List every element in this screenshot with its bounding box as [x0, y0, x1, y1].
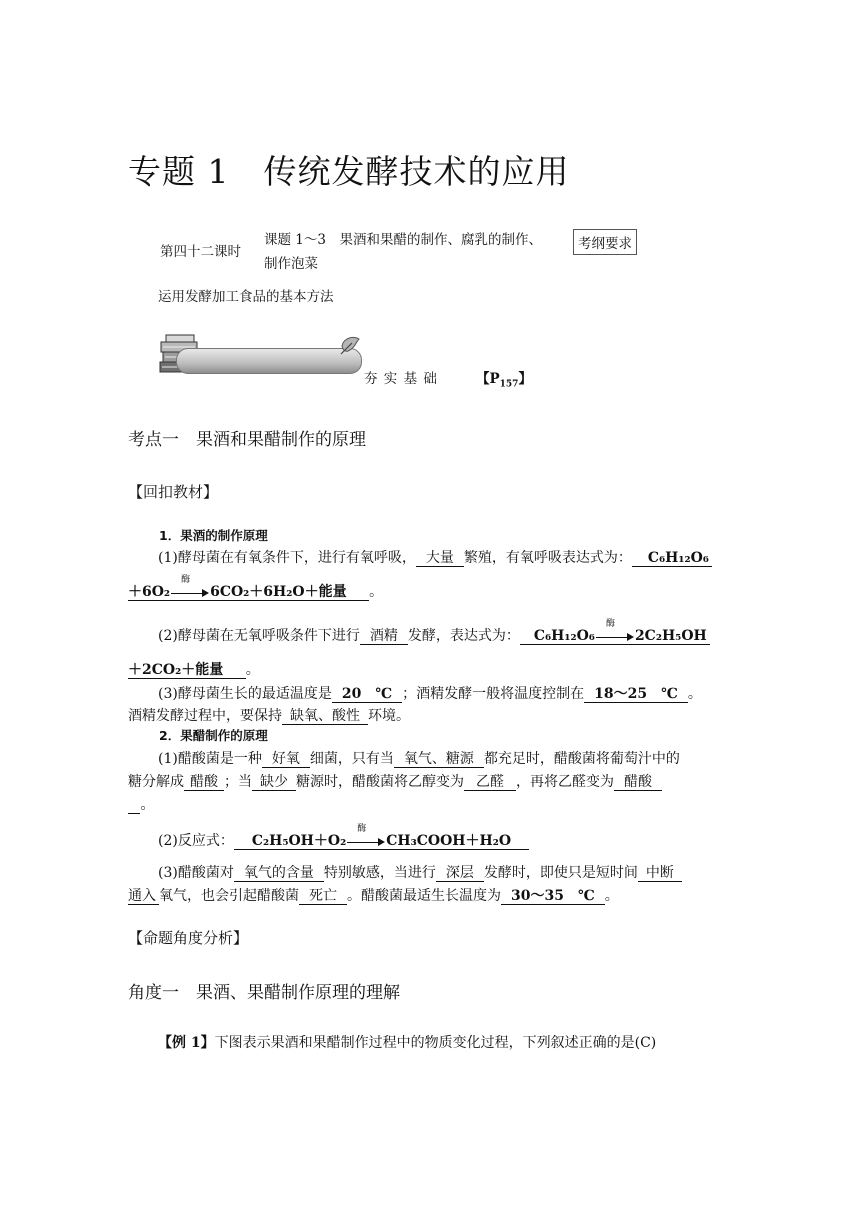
section-heading: 考点一 果酒和果醋制作的原理	[128, 430, 366, 450]
part1-para3: (3)酵母菌生长的最适温度是 20 ℃ ；酒精发酵一般将温度控制在 18～25 ℃ 。	[158, 686, 702, 702]
arrow-icon: 酶	[171, 587, 209, 597]
arrow-icon: 酶	[596, 631, 634, 641]
requirement-text: 运用发酵加工食品的基本方法	[158, 289, 334, 305]
lesson-number: 第四十二课时	[160, 244, 241, 260]
angle1-heading: 角度一 果酒、果醋制作原理的理解	[128, 983, 400, 1003]
part1-equation1: ＋6O₂ 酶 6CO₂＋6H₂O＋能量 。	[128, 575, 384, 600]
banner-page-ref: 【$P_{157}$】	[476, 371, 532, 390]
part1-para1: (1)酵母菌在有氧条件下，进行有氧呼吸， 大量 繁殖，有氧呼吸表达式为： C₆H₁₂O₆	[158, 547, 712, 567]
part1-para3-cont: 酒精发酵过程中，要保持 缺氧、酸性 环境。	[128, 708, 410, 724]
part2-heading: 2．果醋制作的原理	[159, 728, 268, 743]
part2-para1: (1)醋酸菌是一种 好氧 细菌，只有当 氧气、糖源 都充足时，醋酸菌将葡萄汁中的	[158, 751, 680, 767]
lesson-topic-line2: 制作泡菜	[264, 256, 318, 272]
part2-para1-cont: 糖分解成 醋酸 ；当 缺少 糖源时，醋酸菌将乙醇变为 乙醛 ，再将乙醛变为 醋酸	[128, 771, 662, 791]
leaf-icon	[338, 334, 362, 356]
part2-para3-cont: 通入 氧气，也会引起醋酸菌 死亡 。醋酸菌最适生长温度为 30～35 ℃ 。	[128, 888, 619, 904]
example1: 【例 1】下图表示果酒和果醋制作过程中的物质变化过程，下列叙述正确的是(C)	[158, 1035, 657, 1051]
analysis-heading: 【命题角度分析】	[128, 929, 249, 947]
part1-para2: (2)酵母菌在无氧呼吸条件下进行 酒精 发酵，表达式为： C₆H₁₂O₆ 酶 2C₂H₅OH	[158, 625, 710, 645]
lesson-topic-line1: 课题 1～3 果酒和果醋的制作、腐乳的制作、	[264, 232, 542, 248]
part2-para3: (3)醋酸菌对 氧气的含量 特别敏感，当进行 深层 发酵时，即使只是短时间 中断	[158, 862, 682, 882]
banner-bar	[176, 348, 362, 374]
requirement-box: 考纲要求	[573, 229, 637, 255]
page-title: 专题 1 传统发酵技术的应用	[128, 152, 570, 191]
banner-label: 夯 实 基 础	[364, 371, 438, 387]
part1-para2-cont: ＋2CO₂＋能量 。	[128, 662, 260, 678]
part2-equation: (2)反应式： C₂H₅OH＋O₂ 酶 CH₃COOH＋H₂O	[158, 830, 529, 850]
review-heading: 【回扣教材】	[128, 483, 219, 501]
part1-heading: 1．果酒的制作原理	[159, 528, 268, 543]
part2-para1-end: 。	[128, 794, 154, 814]
arrow-icon: 酶	[347, 836, 385, 846]
